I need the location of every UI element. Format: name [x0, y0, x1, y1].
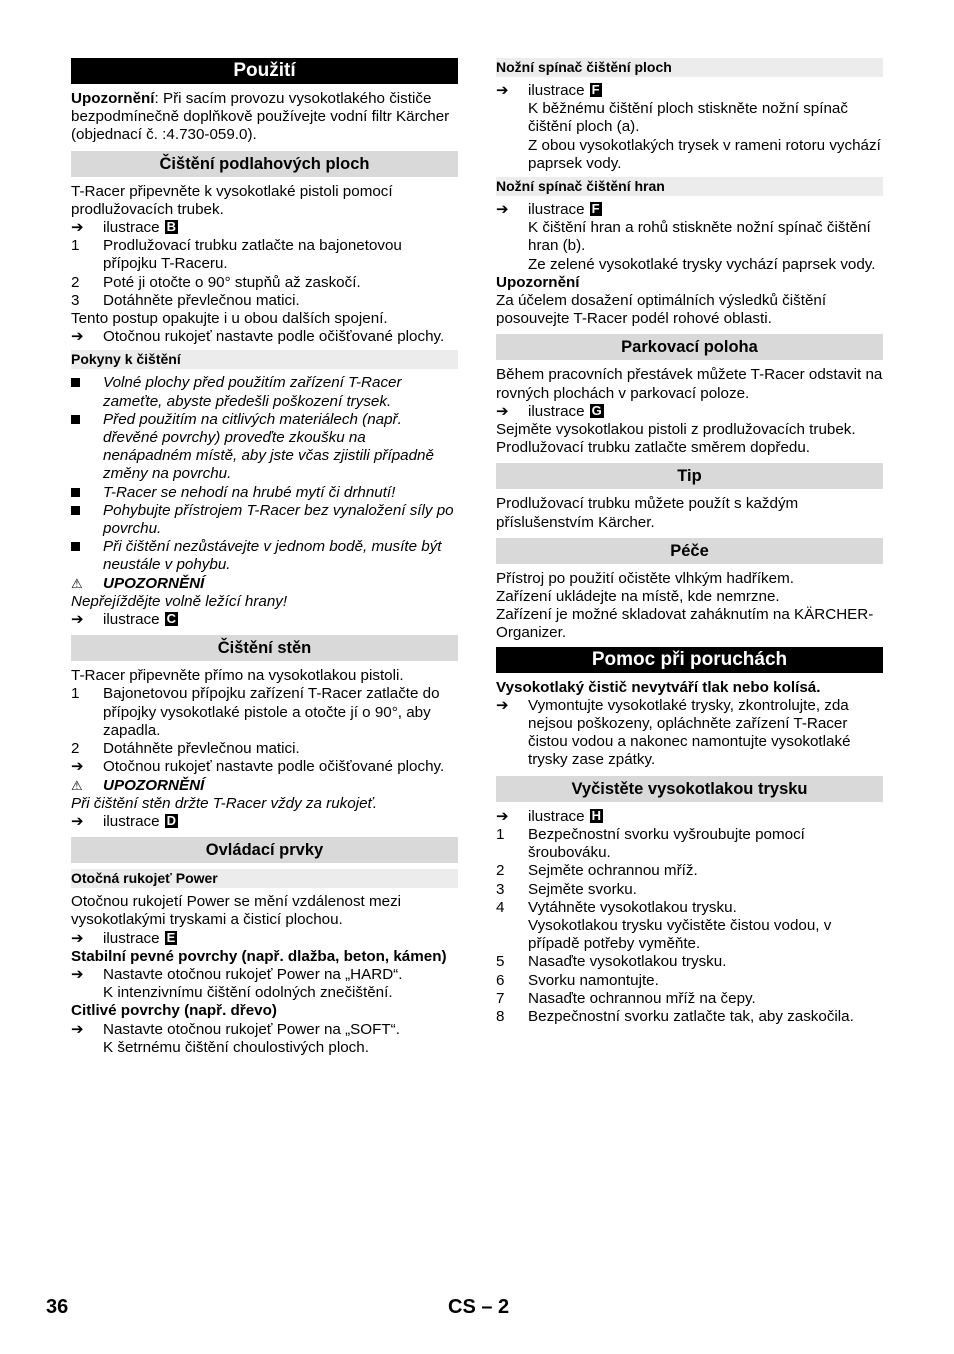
step-number: 6 [496, 971, 505, 989]
page-number: 36 [46, 1296, 69, 1318]
soft-text: Nastavte otočnou rukojeť Power na „SOFT“. [103, 1020, 400, 1038]
warning-label: UPOZORNĚNÍ [103, 574, 205, 592]
arrow-icon: ➔ [71, 328, 84, 346]
step-text: Prodlužovací trubku zatlačte na bajonetovou přípojku T-Raceru. [103, 237, 402, 273]
step-number: 2 [71, 740, 80, 758]
list-item [496, 953, 883, 971]
figure-ref-e [71, 930, 458, 948]
park-text-2: Sejměte vysokotlakou pistoli z prodlužovacích trubek. [496, 421, 856, 439]
bullet-item [71, 374, 458, 410]
figure-ref-g [496, 403, 883, 421]
warning-2 [71, 777, 458, 795]
steps-steny [71, 685, 458, 758]
figure-badge: H [591, 807, 601, 823]
step-text: Poté ji otočte o 90° stupňů až zaskočí. [103, 273, 361, 291]
bullet-square-icon [71, 378, 80, 387]
language-page-label: CS – 2 [448, 1296, 510, 1318]
arrow-icon: ➔ [71, 965, 84, 983]
hard-note [71, 984, 458, 1002]
left-column [71, 58, 458, 1057]
pece-text-1: Přístroj po použití očistěte vlhkým hadříkem. [496, 569, 794, 587]
list-item [496, 862, 883, 880]
list-item [71, 740, 458, 758]
adjust-instruction-2 [71, 758, 458, 776]
step-number: 1 [71, 685, 80, 703]
step-text: Nasaďte ochrannou mříž na čepy. [528, 989, 756, 1007]
figure-badge: D [166, 812, 176, 828]
park-text: Během pracovních přestávek můžete T-Racer odstavit na rovných plochách v parkovací poloze. [496, 366, 883, 402]
plochy-text-2: Z obou vysokotlakých trysek v rameni rotoru vychází paprsek vody. [528, 136, 881, 172]
tip-text: Prodlužovací trubku můžete použít s každým příslušenstvím Kärcher. [496, 495, 799, 531]
bullet-square-icon [71, 415, 80, 424]
bullet-text: Volné plochy před použitím zařízení T-Racer zameťte, abyste předešli poškození trysek. [103, 374, 402, 410]
ilustrace-label: ilustrace [528, 82, 585, 99]
list-item [496, 826, 883, 862]
intro-bold: Upozornění [71, 90, 155, 107]
step-number: 1 [71, 237, 80, 255]
heading-steny: Čištění stěn [71, 635, 458, 661]
bullet-item [71, 411, 458, 484]
list-item [496, 972, 883, 990]
list-item [496, 881, 883, 899]
step-text: Bezpečnostní svorku zatlačte tak, aby zaskočila. [528, 1007, 854, 1025]
right-column [496, 58, 883, 1026]
heading-pouziti: Použití [71, 58, 458, 84]
heading-tip: Tip [496, 463, 883, 489]
intro-paragraph [71, 90, 458, 145]
figure-badge: E [166, 929, 176, 945]
bullet-item [71, 502, 458, 538]
warning-1 [71, 575, 458, 593]
heading-parkovaci: Parkovací poloha [496, 334, 883, 360]
arrow-icon: ➔ [71, 812, 84, 830]
figure-badge: G [591, 402, 602, 418]
arrow-icon: ➔ [71, 1020, 84, 1038]
bullet-text: Před použitím na citlivých materiálech (např. dřevěné povrchy) proveďte zkoušku na nenápadném místě, aby jste včas zjistili případně změny na povrchu. [103, 410, 434, 483]
heading-podlahy: Čištění podlahových ploch [71, 151, 458, 177]
soft-text-2: K šetrnému čištění choulostivých ploch. [103, 1038, 369, 1056]
hard-instruction [71, 966, 458, 984]
bullet-item [71, 484, 458, 502]
step-number: 8 [496, 1007, 505, 1025]
arrow-icon: ➔ [71, 758, 84, 776]
list-item [71, 237, 458, 273]
list-item [496, 1008, 883, 1026]
step-number: 7 [496, 989, 505, 1007]
bullet-square-icon [71, 488, 80, 497]
figure-badge: C [166, 611, 176, 627]
hran-text-2: Ze zelené vysokotlaké trysky vychází paprsek vody. [528, 255, 876, 273]
podlahy-text: T-Racer připevněte k vysokotlaké pistoli pomocí prodlužovacích trubek. [71, 182, 393, 218]
step-text: Vytáhněte vysokotlakou trysku. [528, 898, 737, 916]
warning-2-text: Při čištění stěn držte T-Racer vždy za rukojeť. [71, 794, 378, 812]
adjust-text: Otočnou rukojeť nastavte podle očišťované plochy. [103, 328, 445, 346]
bullet-item [71, 538, 458, 574]
heading-otocna: Otočná rukojeť Power [71, 869, 458, 888]
arrow-icon: ➔ [496, 82, 509, 99]
pece-text-2: Zařízení ukládejte na místě, kde nemrzne. [496, 588, 780, 606]
step-text: Bajonetovou přípojku zařízení T-Racer zatlačte do přípojky vysokotlaké pistole a otočte jí o 90°, aby zapadla. [103, 685, 440, 739]
figure-badge: B [166, 219, 176, 235]
figure-ref-c [71, 611, 458, 629]
heading-ovladaci: Ovládací prvky [71, 837, 458, 863]
figure-badge: F [591, 201, 600, 217]
warning-label: UPOZORNĚNÍ [103, 776, 205, 794]
step-text: Vysokotlakou trysku vyčistěte čistou vodou, v případě potřeby vyměňte. [528, 916, 832, 953]
list-item [496, 917, 883, 953]
bullet-text: Při čištění nezůstávejte v jednom bodě, musíte být neustále v pohybu. [103, 538, 442, 574]
list-item [71, 274, 458, 292]
step-number: 2 [496, 862, 505, 880]
steny-text: T-Racer připevněte přímo na vysokotlakou pistoli. [71, 667, 404, 685]
park-text-3: Prodlužovací trubku zatlačte směrem dopředu. [496, 439, 811, 457]
steps-podlahy [71, 237, 458, 310]
adjust-instruction [71, 328, 458, 346]
ilustrace-label: ilustrace [103, 812, 160, 830]
step-number [496, 917, 528, 953]
step-number: 4 [496, 898, 505, 916]
step-number: 1 [496, 825, 505, 843]
step-text: Bezpečnostní svorku vyšroubujte pomocí šroubováku. [528, 825, 805, 862]
warning-icon: ⚠ [71, 777, 83, 793]
soft-instruction [71, 1021, 458, 1039]
figure-ref-b [71, 219, 458, 237]
warning-icon: ⚠ [71, 575, 83, 591]
ilustrace-label: ilustrace [528, 201, 585, 219]
arrow-icon: ➔ [496, 201, 509, 219]
ilustrace-label: ilustrace [528, 807, 585, 825]
plochy-text-1: K běžnému čištění ploch stiskněte nožní spínač čištění ploch (a). [528, 100, 848, 136]
list-item [496, 899, 883, 917]
vysokotlaky-text: Vymontujte vysokotlaké trysky, zkontrolujte, zda nejsou poškozeny, opláchněte zařízení T-Racer čistou vodou a nakonec namontujte vysokotlaké trysky zase zpátky. [528, 696, 851, 769]
figure-ref-d [71, 813, 458, 831]
stabilni-heading: Stabilní pevné povrchy (např. dlažba, beton, kámen) [71, 947, 447, 965]
vysokotlaky-instruction [496, 697, 883, 770]
heading-pece: Péče [496, 538, 883, 564]
list-item [496, 990, 883, 1008]
step-number: 3 [71, 291, 80, 309]
hard-text: Nastavte otočnou rukojeť Power na „HARD“. [103, 965, 403, 983]
figure-ref-f2 [496, 201, 883, 219]
otocna-text: Otočnou rukojetí Power se mění vzdálenost mezi vysokotlakými tryskami a čisticí plochou. [71, 893, 402, 929]
warning-1-text: Nepřejíždějte volně ležící hrany! [71, 592, 288, 610]
list-item [71, 685, 458, 740]
figure-ref-h [496, 808, 883, 826]
list-item [71, 292, 458, 310]
hard-text-2: K intenzivnímu čištění odolných znečištění. [103, 984, 393, 1002]
step-text: Nasaďte vysokotlakou trysku. [528, 953, 727, 971]
figure-badge: F [591, 82, 600, 97]
pece-text-3: Zařízení je možné skladovat zaháknutím na KÄRCHER-Organizer. [496, 606, 874, 642]
heading-pokyny: Pokyny k čištění [71, 350, 458, 369]
repeat-text: Tento postup opakujte i u obou dalších spojení. [71, 310, 388, 328]
bullet-text: Pohybujte přístrojem T-Racer bez vynaložení síly po povrchu. [103, 501, 454, 538]
heading-vycistete: Vyčistěte vysokotlakou trysku [496, 776, 883, 802]
step-text: Svorku namontujte. [528, 971, 659, 989]
hran-text-1: K čištění hran a rohů stiskněte nožní spínač čištění hran (b). [528, 219, 871, 255]
steps-vycistete [496, 826, 883, 1026]
bullet-square-icon [71, 542, 80, 551]
step-text: Sejměte svorku. [528, 880, 637, 898]
heading-nozni-hran: Nožní spínač čištění hran [496, 177, 883, 196]
bullet-text: T-Racer se nehodí na hrubé mytí či drhnutí! [103, 483, 396, 501]
heading-pomoc: Pomoc při poruchách [496, 647, 883, 673]
soft-note [71, 1039, 458, 1057]
step-text: Sejměte ochrannou mříž. [528, 862, 698, 880]
arrow-icon: ➔ [496, 807, 509, 825]
citlive-heading: Citlivé povrchy (např. dřevo) [71, 1002, 277, 1020]
step-number: 3 [496, 880, 505, 898]
arrow-icon: ➔ [496, 696, 509, 714]
vysokotlaky-heading: Vysokotlaký čistič nevytváří tlak nebo kolísá. [496, 678, 821, 696]
arrow-icon: ➔ [71, 929, 84, 947]
bullet-square-icon [71, 506, 80, 515]
upozorneni-heading: Upozornění [496, 273, 580, 291]
ilustrace-label: ilustrace [103, 611, 160, 629]
adjust-text: Otočnou rukojeť nastavte podle očišťované plochy. [103, 758, 445, 776]
arrow-icon: ➔ [496, 402, 509, 420]
step-number: 5 [496, 953, 505, 971]
pokyny-bullets [71, 374, 458, 574]
figure-ref-f [496, 82, 883, 100]
ilustrace-label: ilustrace [103, 219, 160, 237]
intro-text: : Při sacím provozu vysokotlakého čističe bezpodmínečně doplňkově používejte vodní filtr Kärcher (objednací č. :4.730-059.0). [71, 90, 450, 144]
arrow-icon: ➔ [71, 219, 84, 237]
ilustrace-label: ilustrace [103, 929, 160, 947]
step-text: Dotáhněte převlečnou matici. [103, 291, 300, 309]
step-number: 2 [71, 273, 80, 291]
heading-nozni-plochy: Nožní spínač čištění ploch [496, 58, 883, 77]
step-text: Dotáhněte převlečnou matici. [103, 740, 300, 758]
arrow-icon: ➔ [71, 611, 84, 629]
upozorneni-text: Za účelem dosažení optimálních výsledků čištění posouvejte T-Racer podél rohové oblasti. [496, 292, 827, 328]
ilustrace-label: ilustrace [528, 402, 585, 420]
